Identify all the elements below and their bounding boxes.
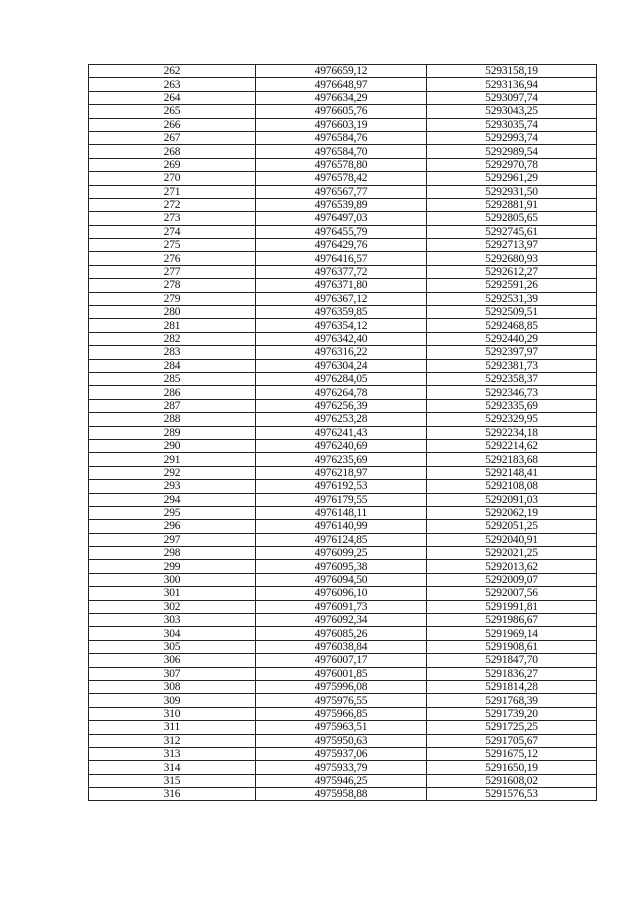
point-number-cell: 313 — [89, 747, 256, 760]
y-coordinate-cell: 5292713,97 — [427, 239, 597, 252]
y-coordinate-cell: 5292214,62 — [427, 439, 597, 452]
y-coordinate-cell: 5292091,03 — [427, 493, 597, 506]
y-coordinate-cell: 5292381,73 — [427, 359, 597, 372]
x-coordinate-cell: 4976091,73 — [256, 600, 427, 613]
point-number-cell: 296 — [89, 520, 256, 533]
coordinates-table-body — [89, 65, 597, 801]
point-number-cell: 298 — [89, 547, 256, 560]
table-row — [89, 627, 597, 640]
point-number-cell: 315 — [89, 774, 256, 787]
y-coordinate-cell: 5292680,93 — [427, 252, 597, 265]
x-coordinate-cell: 4976316,22 — [256, 346, 427, 359]
x-coordinate-cell: 4976648,97 — [256, 78, 427, 91]
x-coordinate-cell: 4976578,42 — [256, 172, 427, 185]
x-coordinate-cell: 4976354,12 — [256, 319, 427, 332]
x-coordinate-cell: 4975950,63 — [256, 734, 427, 747]
y-coordinate-cell: 5292009,07 — [427, 573, 597, 586]
point-number-cell: 291 — [89, 453, 256, 466]
y-coordinate-cell: 5292346,73 — [427, 386, 597, 399]
x-coordinate-cell: 4976377,72 — [256, 265, 427, 278]
x-coordinate-cell: 4975996,08 — [256, 680, 427, 693]
table-row — [89, 453, 597, 466]
point-number-cell: 273 — [89, 212, 256, 225]
point-number-cell: 283 — [89, 346, 256, 359]
point-number-cell: 307 — [89, 667, 256, 680]
y-coordinate-cell: 5292335,69 — [427, 399, 597, 412]
table-row — [89, 239, 597, 252]
y-coordinate-cell: 5292183,68 — [427, 453, 597, 466]
y-coordinate-cell: 5292970,78 — [427, 158, 597, 171]
y-coordinate-cell: 5293136,94 — [427, 78, 597, 91]
x-coordinate-cell: 4976634,29 — [256, 91, 427, 104]
point-number-cell: 275 — [89, 239, 256, 252]
y-coordinate-cell: 5291768,39 — [427, 694, 597, 707]
y-coordinate-cell: 5292051,25 — [427, 520, 597, 533]
point-number-cell: 292 — [89, 466, 256, 479]
table-row — [89, 346, 597, 359]
point-number-cell: 311 — [89, 721, 256, 734]
point-number-cell: 270 — [89, 172, 256, 185]
y-coordinate-cell: 5291576,53 — [427, 788, 597, 801]
point-number-cell: 282 — [89, 332, 256, 345]
y-coordinate-cell: 5291836,27 — [427, 667, 597, 680]
point-number-cell: 302 — [89, 600, 256, 613]
x-coordinate-cell: 4976094,50 — [256, 573, 427, 586]
table-row — [89, 533, 597, 546]
table-row — [89, 560, 597, 573]
point-number-cell: 269 — [89, 158, 256, 171]
table-row — [89, 252, 597, 265]
table-row — [89, 654, 597, 667]
table-row — [89, 386, 597, 399]
table-row — [89, 145, 597, 158]
x-coordinate-cell: 4975976,55 — [256, 694, 427, 707]
y-coordinate-cell: 5292989,54 — [427, 145, 597, 158]
x-coordinate-cell: 4975933,79 — [256, 761, 427, 774]
point-number-cell: 290 — [89, 439, 256, 452]
point-number-cell: 288 — [89, 413, 256, 426]
table-row — [89, 761, 597, 774]
y-coordinate-cell: 5292805,65 — [427, 212, 597, 225]
x-coordinate-cell: 4976359,85 — [256, 306, 427, 319]
point-number-cell: 279 — [89, 292, 256, 305]
point-number-cell: 286 — [89, 386, 256, 399]
x-coordinate-cell: 4976659,12 — [256, 65, 427, 78]
y-coordinate-cell: 5292961,29 — [427, 172, 597, 185]
table-row — [89, 640, 597, 653]
table-row — [89, 680, 597, 693]
y-coordinate-cell: 5291675,12 — [427, 747, 597, 760]
point-number-cell: 276 — [89, 252, 256, 265]
x-coordinate-cell: 4976038,84 — [256, 640, 427, 653]
x-coordinate-cell: 4975937,06 — [256, 747, 427, 760]
y-coordinate-cell: 5292612,27 — [427, 265, 597, 278]
y-coordinate-cell: 5292591,26 — [427, 279, 597, 292]
point-number-cell: 267 — [89, 131, 256, 144]
y-coordinate-cell: 5291814,28 — [427, 680, 597, 693]
table-row — [89, 721, 597, 734]
y-coordinate-cell: 5291969,14 — [427, 627, 597, 640]
point-number-cell: 297 — [89, 533, 256, 546]
table-row — [89, 78, 597, 91]
x-coordinate-cell: 4976578,80 — [256, 158, 427, 171]
x-coordinate-cell: 4976001,85 — [256, 667, 427, 680]
table-row — [89, 65, 597, 78]
table-row — [89, 292, 597, 305]
point-number-cell: 294 — [89, 493, 256, 506]
y-coordinate-cell: 5291725,25 — [427, 721, 597, 734]
point-number-cell: 306 — [89, 654, 256, 667]
point-number-cell: 293 — [89, 480, 256, 493]
y-coordinate-cell: 5292040,91 — [427, 533, 597, 546]
x-coordinate-cell: 4976240,69 — [256, 439, 427, 452]
table-row — [89, 372, 597, 385]
table-row — [89, 600, 597, 613]
table-row — [89, 413, 597, 426]
table-row — [89, 265, 597, 278]
table-row — [89, 480, 597, 493]
table-row — [89, 158, 597, 171]
table-row — [89, 774, 597, 787]
point-number-cell: 277 — [89, 265, 256, 278]
table-row — [89, 466, 597, 479]
table-row — [89, 172, 597, 185]
x-coordinate-cell: 4976367,12 — [256, 292, 427, 305]
x-coordinate-cell: 4976539,89 — [256, 198, 427, 211]
point-number-cell: 312 — [89, 734, 256, 747]
x-coordinate-cell: 4976256,39 — [256, 399, 427, 412]
table-row — [89, 493, 597, 506]
y-coordinate-cell: 5292468,85 — [427, 319, 597, 332]
table-row — [89, 747, 597, 760]
table-row — [89, 694, 597, 707]
table-row — [89, 734, 597, 747]
table-row — [89, 614, 597, 627]
x-coordinate-cell: 4976241,43 — [256, 426, 427, 439]
point-number-cell: 303 — [89, 614, 256, 627]
y-coordinate-cell: 5291908,61 — [427, 640, 597, 653]
table-row — [89, 359, 597, 372]
y-coordinate-cell: 5292013,62 — [427, 560, 597, 573]
table-row — [89, 185, 597, 198]
y-coordinate-cell: 5292007,56 — [427, 587, 597, 600]
table-row — [89, 788, 597, 801]
y-coordinate-cell: 5292062,19 — [427, 506, 597, 519]
point-number-cell: 264 — [89, 91, 256, 104]
x-coordinate-cell: 4976264,78 — [256, 386, 427, 399]
point-number-cell: 280 — [89, 306, 256, 319]
x-coordinate-cell: 4976429,76 — [256, 239, 427, 252]
y-coordinate-cell: 5292148,41 — [427, 466, 597, 479]
y-coordinate-cell: 5291739,20 — [427, 707, 597, 720]
x-coordinate-cell: 4976085,26 — [256, 627, 427, 640]
x-coordinate-cell: 4976342,40 — [256, 332, 427, 345]
point-number-cell: 281 — [89, 319, 256, 332]
x-coordinate-cell: 4976218,97 — [256, 466, 427, 479]
y-coordinate-cell: 5292881,91 — [427, 198, 597, 211]
point-number-cell: 278 — [89, 279, 256, 292]
table-row — [89, 707, 597, 720]
y-coordinate-cell: 5292931,50 — [427, 185, 597, 198]
table-row — [89, 105, 597, 118]
y-coordinate-cell: 5293035,74 — [427, 118, 597, 131]
y-coordinate-cell: 5291608,02 — [427, 774, 597, 787]
x-coordinate-cell: 4976099,25 — [256, 547, 427, 560]
x-coordinate-cell: 4976497,03 — [256, 212, 427, 225]
table-row — [89, 131, 597, 144]
point-number-cell: 284 — [89, 359, 256, 372]
y-coordinate-cell: 5292329,95 — [427, 413, 597, 426]
table-row — [89, 439, 597, 452]
table-row — [89, 319, 597, 332]
y-coordinate-cell: 5293043,25 — [427, 105, 597, 118]
y-coordinate-cell: 5291847,70 — [427, 654, 597, 667]
table-row — [89, 212, 597, 225]
y-coordinate-cell: 5292358,37 — [427, 372, 597, 385]
x-coordinate-cell: 4976584,76 — [256, 131, 427, 144]
point-number-cell: 268 — [89, 145, 256, 158]
y-coordinate-cell: 5292509,51 — [427, 306, 597, 319]
table-row — [89, 306, 597, 319]
y-coordinate-cell: 5292234,18 — [427, 426, 597, 439]
y-coordinate-cell: 5291986,67 — [427, 614, 597, 627]
point-number-cell: 265 — [89, 105, 256, 118]
x-coordinate-cell: 4976371,80 — [256, 279, 427, 292]
table-row — [89, 118, 597, 131]
x-coordinate-cell: 4976124,85 — [256, 533, 427, 546]
x-coordinate-cell: 4976148,11 — [256, 506, 427, 519]
point-number-cell: 299 — [89, 560, 256, 573]
y-coordinate-cell: 5292993,74 — [427, 131, 597, 144]
x-coordinate-cell: 4975958,88 — [256, 788, 427, 801]
point-number-cell: 274 — [89, 225, 256, 238]
x-coordinate-cell: 4976603,19 — [256, 118, 427, 131]
x-coordinate-cell: 4976179,55 — [256, 493, 427, 506]
x-coordinate-cell: 4976140,99 — [256, 520, 427, 533]
y-coordinate-cell: 5292531,39 — [427, 292, 597, 305]
point-number-cell: 285 — [89, 372, 256, 385]
point-number-cell: 295 — [89, 506, 256, 519]
point-number-cell: 272 — [89, 198, 256, 211]
table-row — [89, 399, 597, 412]
table-row — [89, 225, 597, 238]
point-number-cell: 310 — [89, 707, 256, 720]
point-number-cell: 308 — [89, 680, 256, 693]
x-coordinate-cell: 4976096,10 — [256, 587, 427, 600]
table-row — [89, 506, 597, 519]
x-coordinate-cell: 4976235,69 — [256, 453, 427, 466]
table-row — [89, 426, 597, 439]
x-coordinate-cell: 4976284,05 — [256, 372, 427, 385]
point-number-cell: 300 — [89, 573, 256, 586]
x-coordinate-cell: 4976584,70 — [256, 145, 427, 158]
point-number-cell: 287 — [89, 399, 256, 412]
y-coordinate-cell: 5292021,25 — [427, 547, 597, 560]
x-coordinate-cell: 4976605,76 — [256, 105, 427, 118]
y-coordinate-cell: 5292108,08 — [427, 480, 597, 493]
y-coordinate-cell: 5292745,61 — [427, 225, 597, 238]
point-number-cell: 266 — [89, 118, 256, 131]
point-number-cell: 271 — [89, 185, 256, 198]
point-number-cell: 289 — [89, 426, 256, 439]
x-coordinate-cell: 4976095,38 — [256, 560, 427, 573]
x-coordinate-cell: 4976253,28 — [256, 413, 427, 426]
point-number-cell: 314 — [89, 761, 256, 774]
table-row — [89, 332, 597, 345]
table-row — [89, 520, 597, 533]
coordinates-table — [88, 64, 597, 801]
point-number-cell: 301 — [89, 587, 256, 600]
table-row — [89, 198, 597, 211]
point-number-cell: 262 — [89, 65, 256, 78]
point-number-cell: 263 — [89, 78, 256, 91]
y-coordinate-cell: 5292440,29 — [427, 332, 597, 345]
x-coordinate-cell: 4976455,79 — [256, 225, 427, 238]
y-coordinate-cell: 5291991,81 — [427, 600, 597, 613]
y-coordinate-cell: 5293097,74 — [427, 91, 597, 104]
x-coordinate-cell: 4976416,57 — [256, 252, 427, 265]
x-coordinate-cell: 4976304,24 — [256, 359, 427, 372]
x-coordinate-cell: 4976192,53 — [256, 480, 427, 493]
table-row — [89, 91, 597, 104]
table-row — [89, 547, 597, 560]
table-row — [89, 279, 597, 292]
x-coordinate-cell: 4975946,25 — [256, 774, 427, 787]
x-coordinate-cell: 4975963,51 — [256, 721, 427, 734]
y-coordinate-cell: 5293158,19 — [427, 65, 597, 78]
y-coordinate-cell: 5291705,67 — [427, 734, 597, 747]
y-coordinate-cell: 5292397,97 — [427, 346, 597, 359]
point-number-cell: 316 — [89, 788, 256, 801]
table-row — [89, 667, 597, 680]
point-number-cell: 309 — [89, 694, 256, 707]
point-number-cell: 304 — [89, 627, 256, 640]
y-coordinate-cell: 5291650,19 — [427, 761, 597, 774]
x-coordinate-cell: 4976567,77 — [256, 185, 427, 198]
x-coordinate-cell: 4976092,34 — [256, 614, 427, 627]
x-coordinate-cell: 4975966,85 — [256, 707, 427, 720]
table-row — [89, 587, 597, 600]
x-coordinate-cell: 4976007,17 — [256, 654, 427, 667]
table-row — [89, 573, 597, 586]
point-number-cell: 305 — [89, 640, 256, 653]
